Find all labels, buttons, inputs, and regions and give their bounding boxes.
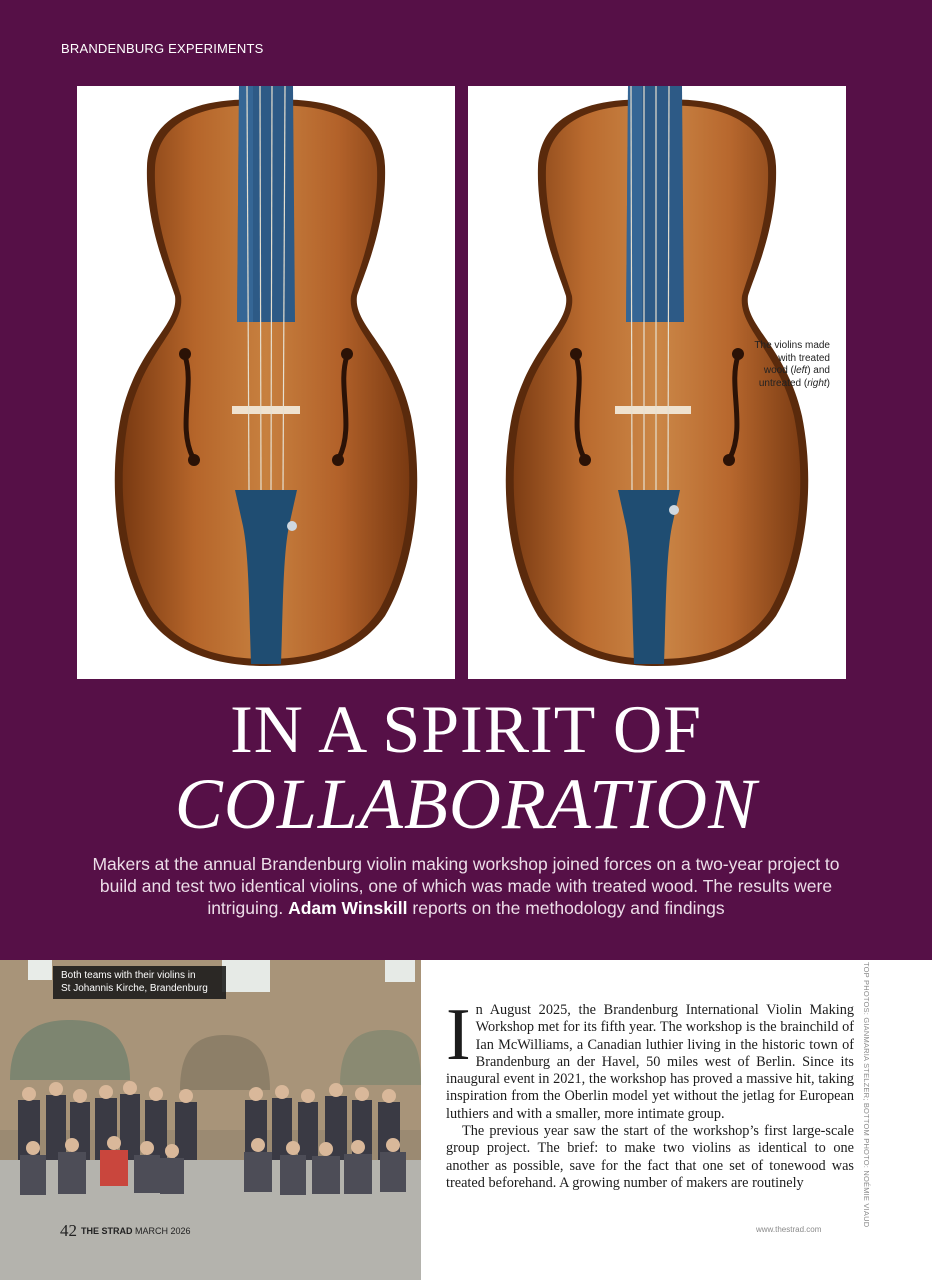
- photo-caption: [53, 966, 226, 999]
- drop-cap: I: [446, 994, 471, 1076]
- paragraph-text: The previous year saw the start of the workshop’s first large-scale group project. The brief: to make two violins as identical to one another as possible, save for the fact that one set of tonewood was treated beforehand. A growing number of makers are routinely: [446, 1123, 854, 1191]
- violin-caption-line: wood (: [763, 365, 794, 376]
- violin-caption-left: left: [793, 365, 808, 376]
- paragraph-text: n August 2025, the Brandenburg International Violin Making Workshop met for its fifth year. The workshop is the brainchild of Ian McWilliams, a Canadian luthier living in the historic town of Brandenburg an der Havel, 50 miles west of Berlin. Since its inaugural event in 2021, the workshop has proved a massive hit, taking inspiration from the Oberlin model yet without the jetlag for European luthiers and with a smaller, more intimate group.: [446, 1002, 854, 1122]
- photo-credit: [862, 962, 873, 1228]
- section-label: BRANDENBURG EXPERIMENTS: [61, 41, 264, 56]
- violin-photo-treated: [77, 86, 455, 679]
- paragraph: [446, 1123, 854, 1192]
- page-folio: [60, 1221, 191, 1241]
- footer-url: www.thestrad.com: [756, 1225, 822, 1234]
- violin-caption-right: right: [807, 377, 827, 389]
- issue-date: MARCH 2026: [135, 1226, 191, 1236]
- article-body: [446, 994, 854, 1192]
- paragraph: [446, 994, 854, 1123]
- headline-line-2: COLLABORATION: [174, 764, 758, 844]
- violin-caption: [730, 340, 830, 390]
- photo-caption-line: St Johannis Kirche, Brandenburg: [61, 983, 208, 994]
- standfirst-text-end: reports on the methodology and findings: [407, 898, 725, 918]
- violin-caption-line: The violins made: [754, 340, 830, 351]
- standfirst-text: Makers at the annual Brandenburg violin making workshop joined forces on a two-year project to build and test two identical violins, one of which was made with treated wood. The results were intriguing.: [92, 854, 840, 918]
- photo-caption-line: Both teams with their violins in: [61, 970, 196, 981]
- standfirst: [86, 853, 846, 919]
- violin-caption-line: ): [826, 377, 830, 389]
- violin-caption-line: ) and: [807, 365, 830, 376]
- author-name: Adam Winskill: [288, 898, 408, 918]
- violin-caption-line: untreated (: [758, 377, 808, 389]
- violin-caption-line: with treated: [778, 352, 830, 364]
- magazine-name: THE STRAD: [81, 1226, 133, 1236]
- headline-line-1: IN A SPIRIT OF: [230, 691, 702, 767]
- page-number: 42: [60, 1221, 77, 1240]
- violin-illustration: [77, 86, 455, 679]
- photo-credit-text: TOP PHOTOS: GIANMARIA STELZER; BOTTOM PHOTO: NOÉMIE VIAUD: [862, 962, 871, 1228]
